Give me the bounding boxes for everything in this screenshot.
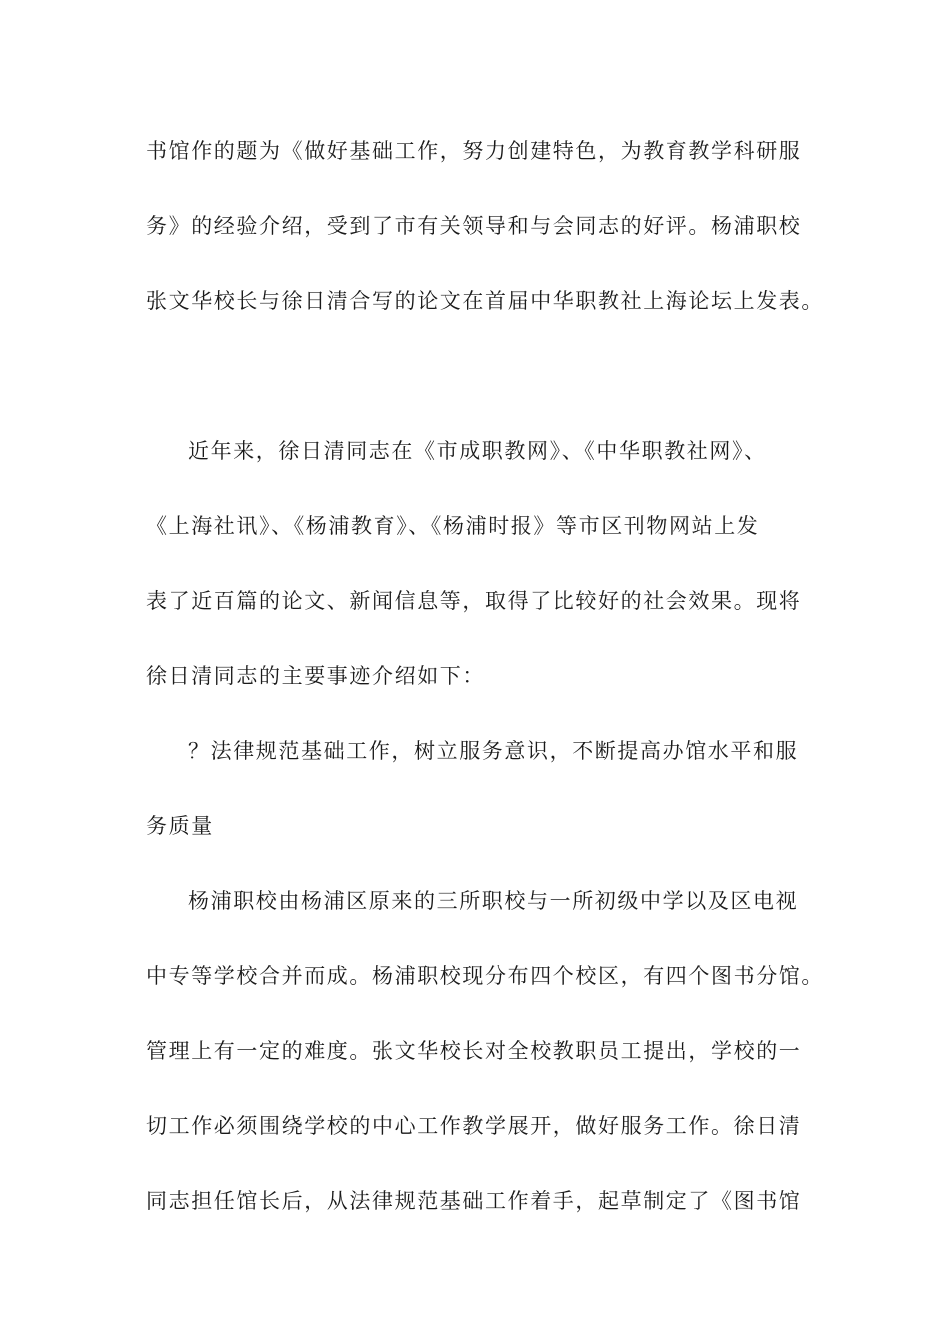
paragraph-line: 中专等学校合并而成。杨浦职校现分布四个校区，有四个图书分馆。	[146, 964, 824, 988]
section-heading-line: 务质量	[146, 814, 214, 838]
paragraph-line: 近年来，徐日清同志在《市成职教网》、《中华职教社网》、	[188, 439, 767, 463]
paragraph-line: 管理上有一定的难度。张文华校长对全校教职员工提出，学校的一	[146, 1039, 802, 1063]
paragraph-line: 张文华校长与徐日清合写的论文在首届中华职教社上海论坛上发表。	[146, 289, 824, 313]
paragraph-line: 表了近百篇的论文、新闻信息等，取得了比较好的社会效果。现将	[146, 589, 802, 613]
paragraph-line: 同志担任馆长后，从法律规范基础工作着手，起草制定了《图书馆	[146, 1189, 802, 1213]
paragraph-line: 书馆作的题为《做好基础工作，努力创建特色，为教育教学科研服	[146, 139, 802, 163]
paragraph-line: 《上海社讯》、《杨浦教育》、《杨浦时报》等市区刊物网站上发	[146, 514, 760, 538]
paragraph-line: 切工作必须围绕学校的中心工作教学展开，做好服务工作。徐日清	[146, 1114, 802, 1138]
paragraph-line: 杨浦职校由杨浦区原来的三所职校与一所初级中学以及区电视	[188, 889, 799, 913]
paragraph-line: 务》的经验介绍，受到了市有关领导和与会同志的好评。杨浦职校	[146, 214, 802, 238]
section-heading-line: ？法律规范基础工作，树立服务意识，不断提高办馆水平和服	[188, 739, 799, 763]
paragraph-line: 徐日清同志的主要事迹介绍如下：	[146, 664, 485, 688]
